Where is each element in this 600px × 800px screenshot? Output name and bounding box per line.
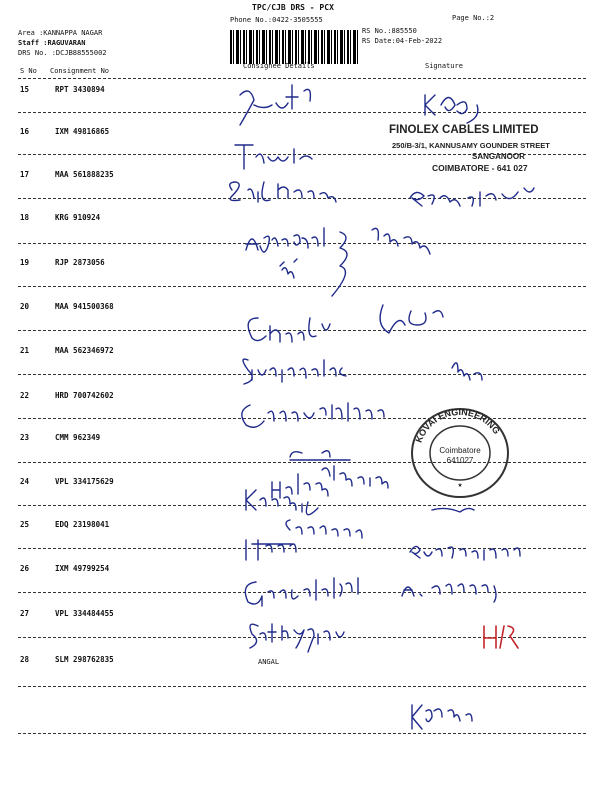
row-consignment: RJP 2873056: [55, 258, 105, 267]
signature-bottom: [412, 705, 472, 729]
row-sno: 17: [20, 170, 30, 179]
signature-row23: [290, 451, 388, 488]
finolex-stamp-line4: COIMBATORE - 641 027: [432, 163, 528, 173]
signature-row16: [235, 145, 312, 169]
row-consignment: VPL 334484455: [55, 609, 114, 618]
staff-label-key: Staff :: [18, 39, 48, 47]
row-consignment: SLM 298762835: [55, 655, 114, 664]
col-consignment: Consignment No: [50, 67, 110, 75]
row-sno: 16: [20, 127, 30, 136]
signature-row20: [248, 305, 443, 342]
staff-name: RAGUVARAN: [47, 39, 86, 47]
phone-number: Phone No.:0422-3505555: [230, 16, 323, 24]
rs-number: RS No.:885550: [362, 27, 417, 35]
row-sno: 21: [20, 346, 30, 355]
finolex-stamp-line3: SANGANOOR: [472, 152, 525, 161]
drs-number: DRS No. :DCJB88555002: [18, 49, 107, 57]
signature-row22: [242, 403, 384, 427]
col-signature: Signature: [425, 62, 463, 70]
row-consignment: HRD 700742602: [55, 391, 114, 400]
row-consignment: VPL 334175629: [55, 477, 114, 486]
kovai-center1: Coimbatore: [439, 446, 481, 455]
row-consignment: KRG 910924: [55, 213, 101, 222]
kovai-ring-text: KOVAI ENGINEERING: [413, 406, 502, 444]
row-sno: 19: [20, 258, 30, 267]
document-title: TPC/CJB DRS - PCX: [252, 3, 334, 12]
row-consignment: MAA 562346972: [55, 346, 114, 355]
row-sno: 20: [20, 302, 30, 311]
page-number: Page No.:2: [452, 14, 495, 22]
signature-row15: [240, 85, 478, 125]
signature-row27: [250, 624, 518, 652]
row-consignment: EDQ 23198041: [55, 520, 110, 529]
area-label: Area :KANNAPPA NAGAR: [18, 29, 103, 37]
row-sno: 26: [20, 564, 30, 573]
signature-row26: [245, 578, 496, 606]
row-sno: 23: [20, 433, 30, 442]
angal-label: ANGAL: [258, 658, 280, 666]
row-sno: 24: [20, 477, 30, 486]
signature-row21: [243, 359, 482, 384]
col-consignee: Consignee Details: [243, 62, 315, 70]
row-consignment: CMM 962349: [55, 433, 101, 442]
row-sno: 18: [20, 213, 30, 222]
star-icon: ★: [457, 480, 463, 489]
kovai-center2: 641027: [446, 456, 474, 465]
row-sno: 25: [20, 520, 30, 529]
finolex-stamp-line1: FINOLEX CABLES LIMITED: [389, 124, 539, 136]
row-consignment: RPT 3430894: [55, 85, 105, 94]
row-consignment: MAA 561888235: [55, 170, 114, 179]
col-sno: S No: [20, 67, 37, 75]
row-consignment: IXM 49816865: [55, 127, 110, 136]
row-sno: 22: [20, 391, 30, 400]
row-sno: 15: [20, 85, 30, 94]
row-consignment: IXM 49799254: [55, 564, 110, 573]
rs-date: RS Date:04-Feb-2022: [362, 37, 443, 45]
row-consignment: MAA 941500368: [55, 302, 114, 311]
signature-row17: [230, 182, 534, 206]
row-sno: 27: [20, 609, 30, 618]
signature-row24: [246, 474, 474, 515]
row-sno: 28: [20, 655, 30, 664]
finolex-stamp-line2: 250/B-3/1, KANNUSAMY GOUNDER STREET: [392, 141, 550, 150]
signature-row18: [246, 228, 430, 296]
signature-row25: [246, 520, 520, 560]
